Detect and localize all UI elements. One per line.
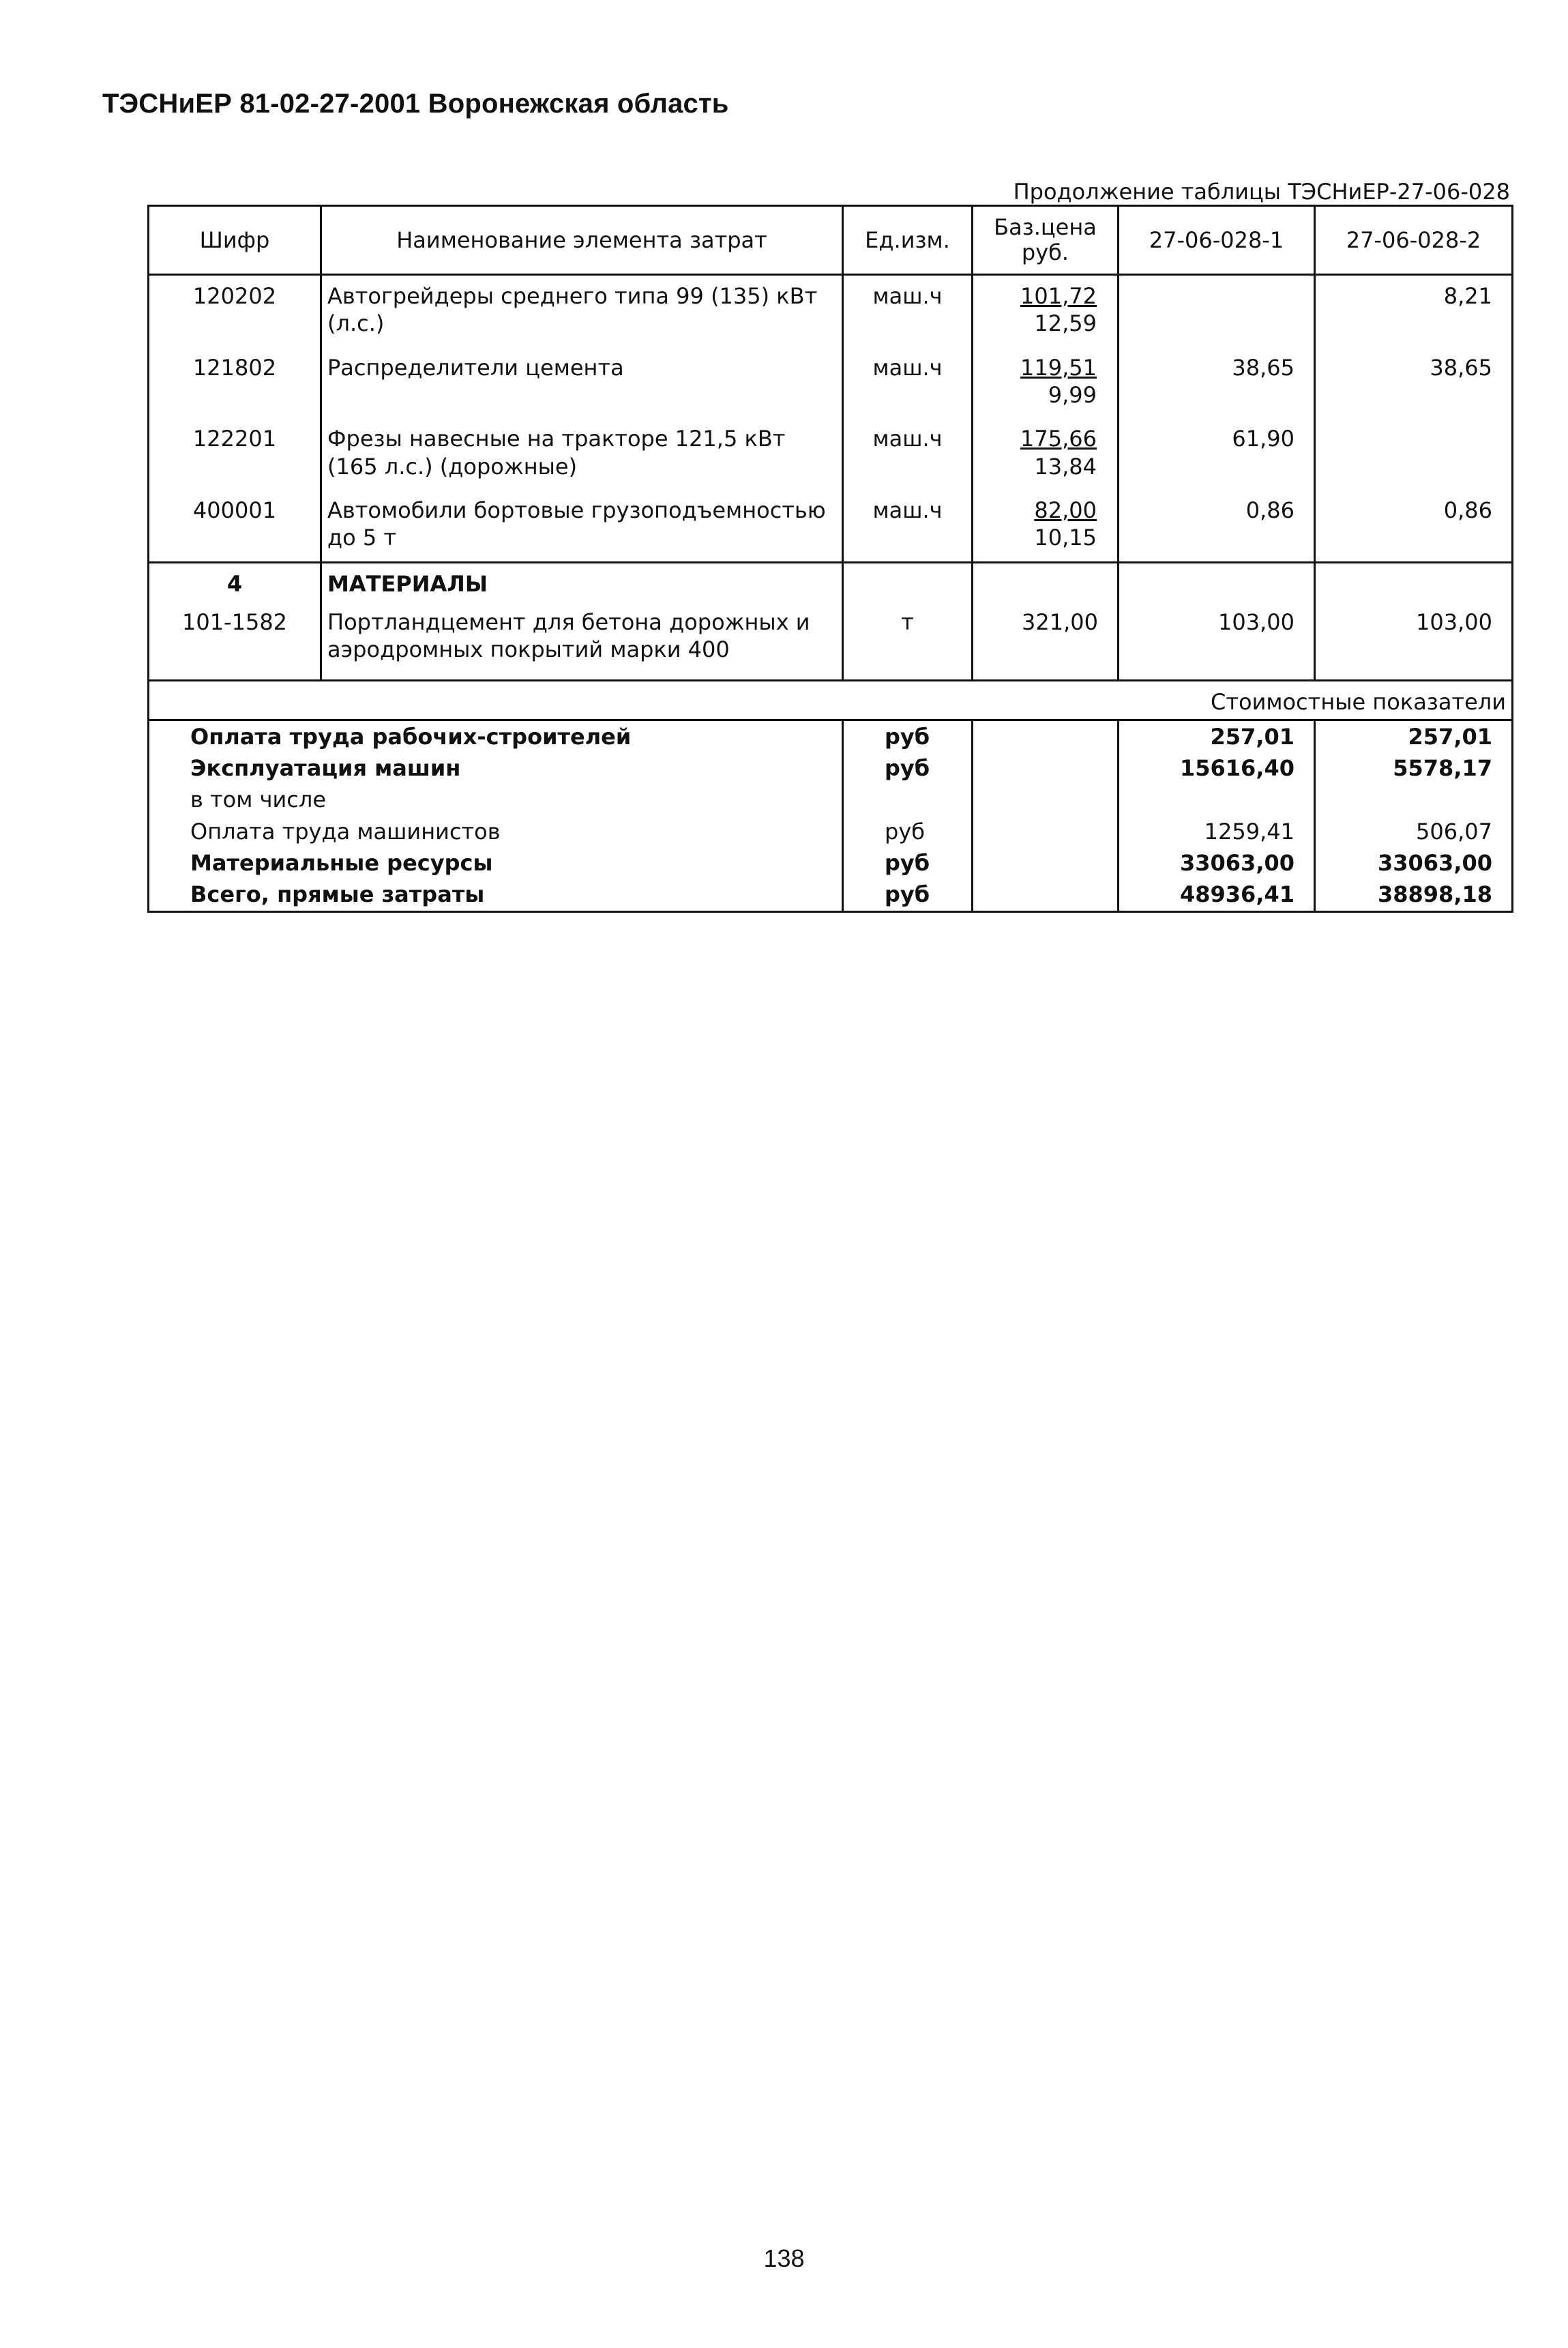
header-code: Шифр bbox=[149, 206, 321, 275]
totals-value-col1: 15616,40 bbox=[1119, 752, 1315, 784]
section-name: МАТЕРИАЛЫ bbox=[321, 562, 843, 602]
totals-unit: руб bbox=[843, 847, 973, 879]
material-code: 101-1582 bbox=[149, 602, 321, 669]
resource-code: 122201 bbox=[149, 418, 321, 490]
totals-value-col2 bbox=[1315, 784, 1513, 815]
resource-value-col2: 38,65 bbox=[1315, 347, 1513, 419]
material-value-col1: 103,00 bbox=[1119, 602, 1315, 669]
resource-code: 120202 bbox=[149, 275, 321, 347]
resource-value-col1: 38,65 bbox=[1119, 347, 1315, 419]
totals-value-col1: 33063,00 bbox=[1119, 847, 1315, 879]
resource-name: Распределители цемента bbox=[321, 347, 843, 419]
totals-label: Оплата труда машинистов bbox=[149, 816, 843, 847]
table-row bbox=[149, 418, 1513, 490]
totals-value-col1: 257,01 bbox=[1119, 720, 1315, 752]
header-unit: Ед.изм. bbox=[843, 206, 973, 275]
indicators-label: Стоимостные показатели bbox=[149, 681, 1513, 720]
totals-value-col2: 33063,00 bbox=[1315, 847, 1513, 879]
totals-row bbox=[149, 816, 1513, 847]
totals-value-col2: 5578,17 bbox=[1315, 752, 1513, 784]
totals-value-col2: 506,07 bbox=[1315, 816, 1513, 847]
totals-unit: руб bbox=[843, 879, 973, 911]
resource-price bbox=[973, 418, 1119, 490]
document-title: ТЭСНиЕР 81-02-27-2001 Воронежская область bbox=[102, 89, 729, 119]
resource-code: 400001 bbox=[149, 490, 321, 562]
totals-value-col1 bbox=[1119, 784, 1315, 815]
price-value: 82,00 bbox=[1034, 497, 1097, 523]
resource-name: Автогрейдеры среднего типа 99 (135) кВт (л.с.) bbox=[321, 275, 843, 347]
resource-unit: маш.ч bbox=[843, 418, 973, 490]
resource-name: Автомобили бортовые грузоподъемностью до 5 т bbox=[321, 490, 843, 562]
resource-value-col1: 61,90 bbox=[1119, 418, 1315, 490]
resource-name: Фрезы навесные на тракторе 121,5 кВт (165 л.с.) (дорожные) bbox=[321, 418, 843, 490]
resource-price bbox=[973, 347, 1119, 419]
resource-unit: маш.ч bbox=[843, 347, 973, 419]
totals-unit: руб bbox=[843, 752, 973, 784]
page-number: 138 bbox=[763, 2244, 805, 2272]
price-value: 101,72 bbox=[1020, 283, 1097, 309]
resource-value-col1: 0,86 bbox=[1119, 490, 1315, 562]
totals-label: Всего, прямые затраты bbox=[149, 879, 843, 911]
resource-unit: маш.ч bbox=[843, 490, 973, 562]
resource-price bbox=[973, 490, 1119, 562]
resource-value-col1 bbox=[1119, 275, 1315, 347]
header-base-price: Баз.цена руб. bbox=[973, 206, 1119, 275]
totals-row bbox=[149, 784, 1513, 815]
table-header-row bbox=[149, 206, 1513, 275]
price-salary-value: 9,99 bbox=[1048, 381, 1097, 408]
resource-unit: маш.ч bbox=[843, 275, 973, 347]
resource-value-col2 bbox=[1315, 418, 1513, 490]
totals-unit: руб bbox=[843, 720, 973, 752]
totals-unit: руб bbox=[843, 816, 973, 847]
header-name: Наименование элемента затрат bbox=[321, 206, 843, 275]
section-code: 4 bbox=[149, 562, 321, 602]
totals-label: Оплата труда рабочих-строителей bbox=[149, 720, 843, 752]
price-salary-value: 12,59 bbox=[1034, 310, 1097, 337]
totals-label: Материальные ресурсы bbox=[149, 847, 843, 879]
totals-row bbox=[149, 752, 1513, 784]
totals-value-col1: 48936,41 bbox=[1119, 879, 1315, 911]
table-continuation-caption: Продолжение таблицы ТЭСНиЕР-27-06-028 bbox=[1013, 179, 1510, 205]
material-price: 321,00 bbox=[973, 602, 1119, 669]
material-name: Портландцемент для бетона дорожных и аэродромных покрытий марки 400 bbox=[321, 602, 843, 669]
material-value-col2: 103,00 bbox=[1315, 602, 1513, 669]
resource-value-col2: 8,21 bbox=[1315, 275, 1513, 347]
header-col2: 27-06-028-2 bbox=[1315, 206, 1513, 275]
section-row bbox=[149, 562, 1513, 602]
price-salary-value: 10,15 bbox=[1034, 525, 1097, 551]
resource-value-col2: 0,86 bbox=[1315, 490, 1513, 562]
resource-price bbox=[973, 275, 1119, 347]
table-row bbox=[149, 275, 1513, 347]
resource-table bbox=[147, 205, 1513, 913]
totals-unit bbox=[843, 784, 973, 815]
totals-row bbox=[149, 879, 1513, 911]
table-row bbox=[149, 490, 1513, 562]
table-row bbox=[149, 602, 1513, 669]
totals-value-col2: 38898,18 bbox=[1315, 879, 1513, 911]
totals-value-col1: 1259,41 bbox=[1119, 816, 1315, 847]
totals-label: Эксплуатация машин bbox=[149, 752, 843, 784]
header-col1: 27-06-028-1 bbox=[1119, 206, 1315, 275]
totals-row bbox=[149, 847, 1513, 879]
price-value: 119,51 bbox=[1020, 354, 1097, 381]
price-value: 175,66 bbox=[1020, 426, 1097, 452]
totals-value-col2: 257,01 bbox=[1315, 720, 1513, 752]
price-salary-value: 13,84 bbox=[1034, 453, 1097, 480]
material-unit: т bbox=[843, 602, 973, 669]
indicators-header-row bbox=[149, 681, 1513, 720]
totals-row bbox=[149, 720, 1513, 752]
table-row bbox=[149, 347, 1513, 419]
resource-code: 121802 bbox=[149, 347, 321, 419]
totals-label: в том числе bbox=[149, 784, 843, 815]
